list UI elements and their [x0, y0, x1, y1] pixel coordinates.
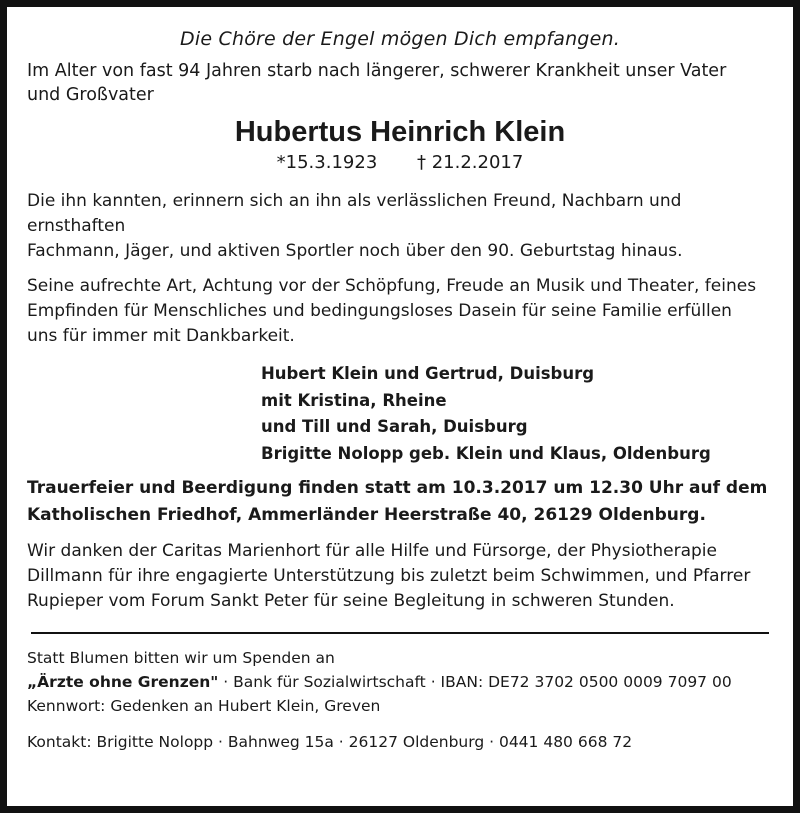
deceased-name: Hubertus Heinrich Klein: [234, 116, 566, 148]
thanks-line: Dillmann für ihre engagierte Unterstützung bis zuletzt beim Schwimmen, und Pfarrer: [27, 566, 751, 586]
donation-request: Statt Blumen bitten wir um Spenden an: [27, 649, 335, 667]
donation-organization: „Ärzte ohne Grenzen": [27, 673, 219, 691]
life-dates: [27, 151, 773, 175]
survivor-entry: Brigitte Nolopp geb. Klein und Klaus, Oldenburg: [261, 443, 711, 463]
funeral-line: Trauerfeier und Beerdigung finden statt am 10.3.2017 um 12.30 Uhr auf dem: [27, 478, 768, 498]
donation-keyword: Kennwort: Gedenken an Hubert Klein, Greven: [27, 697, 381, 715]
funeral-info: [27, 475, 773, 529]
paragraph-line: Die ihn kannten, erinnern sich an ihn als verlässlichen Freund, Nachbarn und ernsthaften: [27, 191, 682, 236]
paragraph-line: Empfinden für Menschliches und bedingungsloses Dasein für seine Familie erfüllen: [27, 301, 732, 321]
funeral-line: Katholischen Friedhof, Ammerländer Heerstraße 40, 26129 Oldenburg.: [27, 505, 706, 525]
thanks-line: Wir danken der Caritas Marienhort für alle Hilfe und Fürsorge, der Physiotherapie: [27, 541, 717, 561]
birth-date: *15.3.1923: [276, 152, 378, 173]
survivor-entry: mit Kristina, Rheine: [261, 390, 447, 410]
death-date: † 21.2.2017: [417, 152, 524, 173]
motto: Die Chöre der Engel mögen Dich empfangen.: [180, 28, 620, 50]
intro-line: und Großvater: [27, 85, 154, 105]
thanks-line: Rupieper vom Forum Sankt Peter für seine Begleitung in schweren Stunden.: [27, 591, 675, 611]
divider: [31, 632, 769, 634]
survivors-list: [261, 361, 773, 467]
survivor-entry: und Till und Sarah, Duisburg: [261, 417, 528, 436]
donation-bank-line: [27, 670, 773, 694]
intro-line: Im Alter von fast 94 Jahren starb nach längerer, schwerer Krankheit unser Vater: [27, 61, 727, 81]
obituary-content: [27, 25, 773, 754]
paragraph-line: Seine aufrechte Art, Achtung vor der Schöpfung, Freude an Musik und Theater, feines: [27, 276, 757, 296]
survivor-entry: Hubert Klein und Gertrud, Duisburg: [261, 364, 595, 383]
contact-info: Kontakt: Brigitte Nolopp · Bahnweg 15a · 26127 Oldenburg · 0441 480 668 72: [27, 733, 633, 751]
paragraph-line: uns für immer mit Dankbarkeit.: [27, 326, 295, 346]
tribute-paragraph-1: [27, 189, 773, 264]
paragraph-line: Fachmann, Jäger, und aktiven Sportler noch über den 90. Geburtstag hinaus.: [27, 241, 683, 261]
donation-bank-details: · Bank für Sozialwirtschaft · IBAN: DE72 3702 0500 0009 7097 00: [218, 673, 732, 691]
donation-info: [27, 646, 773, 718]
intro-text: [27, 59, 773, 107]
thanks-paragraph: [27, 539, 773, 614]
tribute-paragraph-2: [27, 274, 773, 349]
